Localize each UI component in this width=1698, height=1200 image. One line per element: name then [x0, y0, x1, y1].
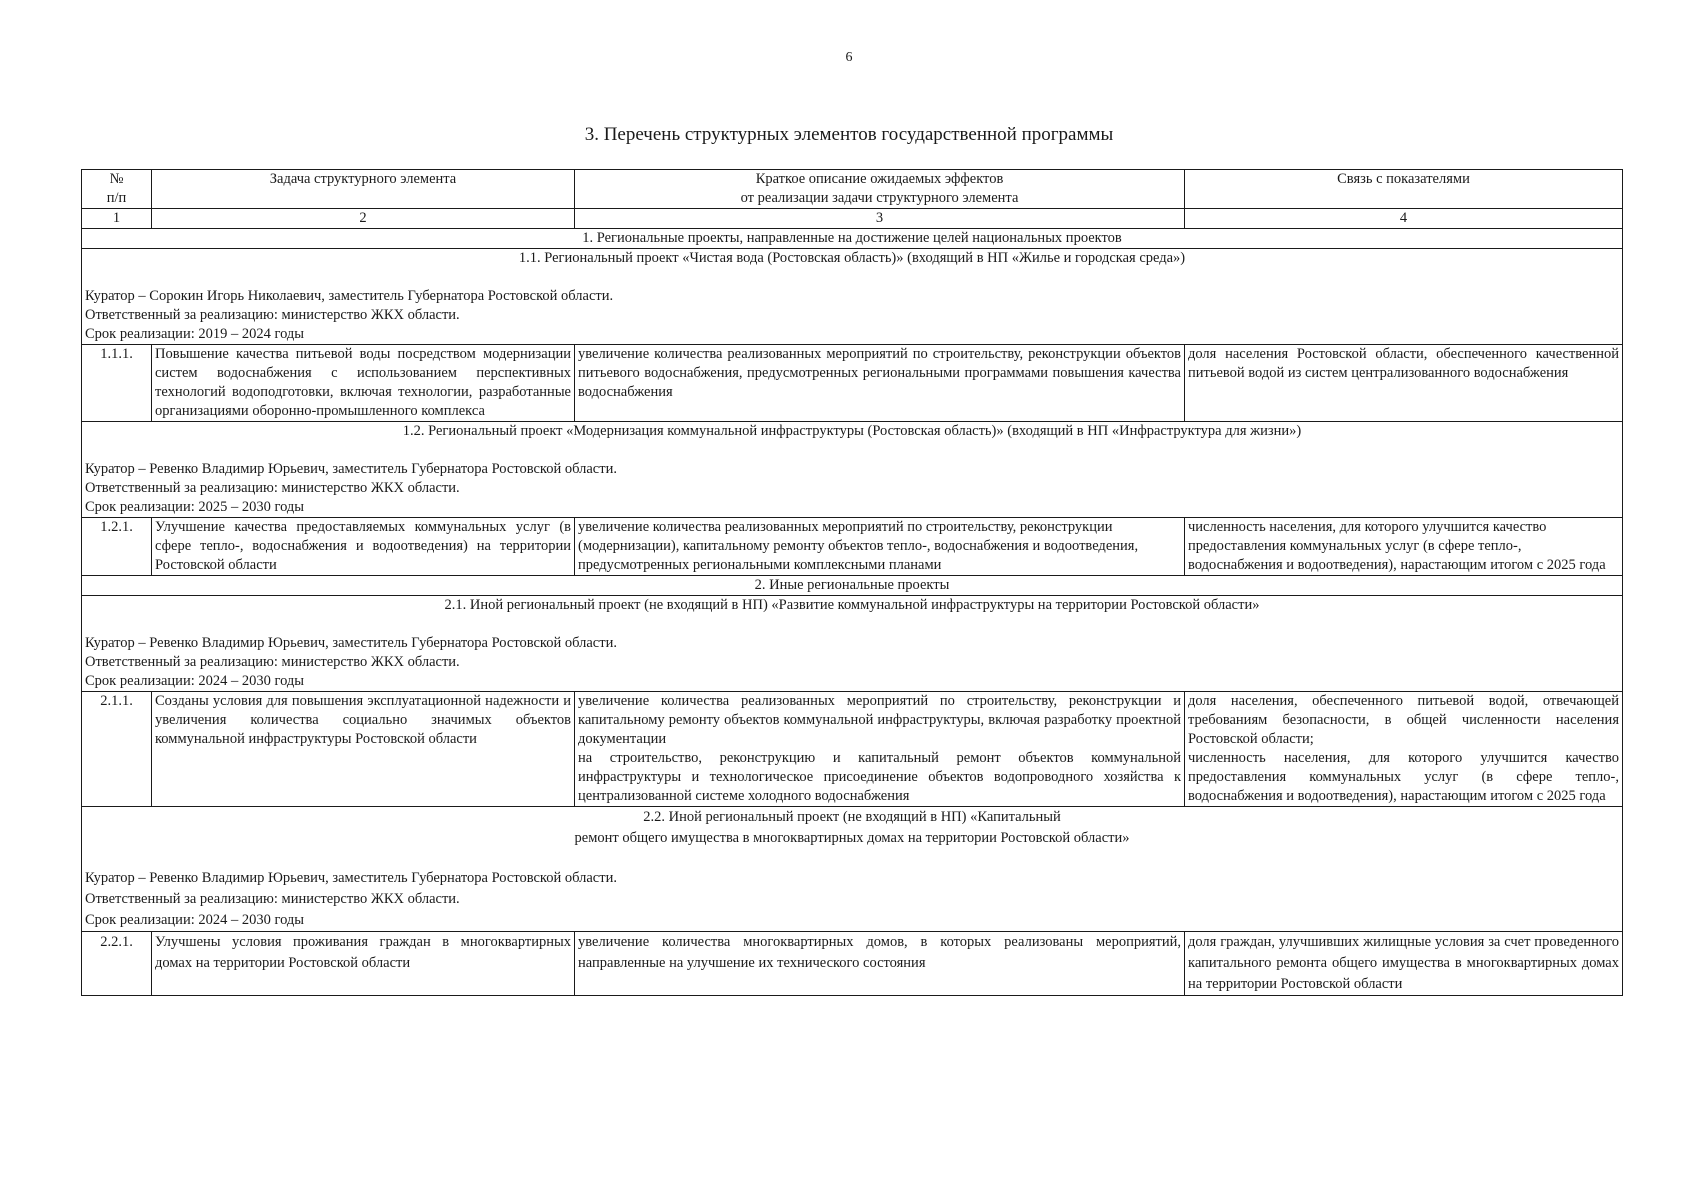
project-responsible: Ответственный за реализацию: министерство ЖКХ области. [85, 654, 460, 670]
row-effect [575, 692, 1185, 807]
row-link: численность населения, для которого улучшится качество предоставления коммунальных услуг (в сфере тепло-, водоснабжения и водоотведения), нарастающим итогом с 2025 года [1185, 518, 1623, 576]
row-effect: увеличение количества реализованных мероприятий по строительству, реконструкции (модернизации), капитальному ремонту объектов тепло-, водоснабжения и водоотведения, предусмотренных региональными комплексными планами [575, 518, 1185, 576]
project-period: Срок реализации: 2024 – 2030 годы [85, 673, 305, 689]
table-header-row [82, 170, 1623, 209]
project-row [82, 422, 1623, 518]
row-number: 1.1.1. [82, 345, 152, 422]
project-info [82, 249, 1623, 345]
project-info [82, 807, 1623, 932]
header-link: Связь с показателями [1185, 170, 1623, 209]
project-row [82, 249, 1623, 345]
project-responsible: Ответственный за реализацию: министерство ЖКХ области. [85, 891, 460, 907]
row-number: 2.2.1. [82, 932, 152, 996]
project-info [82, 596, 1623, 692]
section-row [82, 576, 1623, 596]
header-num: № п/п [82, 170, 152, 209]
column-number: 3 [575, 209, 1185, 229]
row-effect: увеличение количества реализованных мероприятий по строительству, реконструкции объектов питьевого водоснабжения, предусмотренных региональными программами повышения качества водоснабжения [575, 345, 1185, 422]
row-task: Улучшены условия проживания граждан в многоквартирных домах на территории Ростовской области [152, 932, 575, 996]
column-number: 2 [152, 209, 575, 229]
column-number: 1 [82, 209, 152, 229]
project-info [82, 422, 1623, 518]
project-curator: Куратор – Ревенко Владимир Юрьевич, заместитель Губернатора Ростовской области. [85, 870, 617, 886]
spacer [85, 268, 1619, 287]
row-task: Улучшение качества предоставляемых коммунальных услуг (в сфере тепло-, водоснабжения и водоотведения) на территории Ростовской области [152, 518, 575, 576]
row-number: 2.1.1. [82, 692, 152, 807]
page-title: 3. Перечень структурных элементов государственной программы [584, 124, 1114, 145]
row-effect-part: увеличение количества реализованных мероприятий по строительству, реконструкции и капитальному ремонту объектов коммунальной инфраструктуры, включая разработку проектной документации [578, 693, 1181, 747]
table-row [82, 345, 1623, 422]
spacer [85, 849, 1619, 868]
page-number: 6 [845, 50, 853, 65]
project-responsible: Ответственный за реализацию: министерство ЖКХ области. [85, 480, 460, 496]
spacer [85, 615, 1619, 634]
project-responsible: Ответственный за реализацию: министерство ЖКХ области. [85, 307, 460, 323]
structural-elements-table [81, 169, 1623, 996]
table-row [82, 692, 1623, 807]
spacer [85, 441, 1619, 460]
project-period: Срок реализации: 2025 – 2030 годы [85, 499, 305, 515]
column-numbers-row [82, 209, 1623, 229]
project-curator: Куратор – Сорокин Игорь Николаевич, заместитель Губернатора Ростовской области. [85, 288, 614, 304]
row-effect-part: на строительство, реконструкцию и капитальный ремонт объектов коммунальной инфраструктуры и технологическое присоединение объектов водопроводного хозяйства к централизованной системе холодного водоснабжения [578, 750, 1181, 804]
row-link-part: численность населения, для которого улучшится качество предоставления коммунальных услуг (в сфере тепло-, водоснабжения и водоотведения), нарастающим итогом с 2025 года [1188, 750, 1619, 804]
project-title-line: 2.2. Иной региональный проект (не входящий в НП) «Капитальный [643, 809, 1061, 825]
project-curator: Куратор – Ревенко Владимир Юрьевич, заместитель Губернатора Ростовской области. [85, 461, 617, 477]
project-period: Срок реализации: 2019 – 2024 годы [85, 326, 305, 342]
project-title-line: ремонт общего имущества в многоквартирных домах на территории Ростовской области» [574, 830, 1130, 846]
row-number: 1.2.1. [82, 518, 152, 576]
project-curator: Куратор – Ревенко Владимир Юрьевич, заместитель Губернатора Ростовской области. [85, 635, 617, 651]
row-link [1185, 692, 1623, 807]
project-row [82, 596, 1623, 692]
table-row [82, 932, 1623, 996]
row-task: Созданы условия для повышения эксплуатационной надежности и увеличения количества социально значимых объектов коммунальной инфраструктуры Ростовской области [152, 692, 575, 807]
row-task: Повышение качества питьевой воды посредством модернизации систем водоснабжения с использованием перспективных технологий водоподготовки, включая технологии, разработанные организациями оборонно-промышленного комплекса [152, 345, 575, 422]
row-link: доля населения Ростовской области, обеспеченного качественной питьевой водой из систем централизованного водоснабжения [1185, 345, 1623, 422]
column-number: 4 [1185, 209, 1623, 229]
project-row [82, 807, 1623, 932]
row-effect: увеличение количества многоквартирных домов, в которых реализованы мероприятий, направленные на улучшение их технического состояния [575, 932, 1185, 996]
row-link: доля граждан, улучшивших жилищные условия за счет проведенного капитального ремонта общего имущества в многоквартирных домах на территории Ростовской области [1185, 932, 1623, 996]
section-title: 1. Региональные проекты, направленные на достижение целей национальных проектов [82, 229, 1623, 249]
section-row [82, 229, 1623, 249]
project-title: 1.1. Региональный проект «Чистая вода (Ростовская область)» (входящий в НП «Жилье и городская среда») [518, 250, 1186, 266]
header-task: Задача структурного элемента [152, 170, 575, 209]
table-row [82, 518, 1623, 576]
section-title: 2. Иные региональные проекты [82, 576, 1623, 596]
header-effect: Краткое описание ожидаемых эффектов от реализации задачи структурного элемента [575, 170, 1185, 209]
project-title: 1.2. Региональный проект «Модернизация коммунальной инфраструктуры (Ростовская область)» (входящий в НП «Инфраструктура для жизни») [402, 423, 1302, 439]
project-period: Срок реализации: 2024 – 2030 годы [85, 912, 305, 928]
row-link-part: доля населения, обеспеченного питьевой водой, отвечающей требованиям безопасности, в общей численности населения Ростовской области; [1188, 693, 1619, 747]
project-title: 2.1. Иной региональный проект (не входящий в НП) «Развитие коммунальной инфраструктуры на территории Ростовской области» [444, 597, 1260, 613]
